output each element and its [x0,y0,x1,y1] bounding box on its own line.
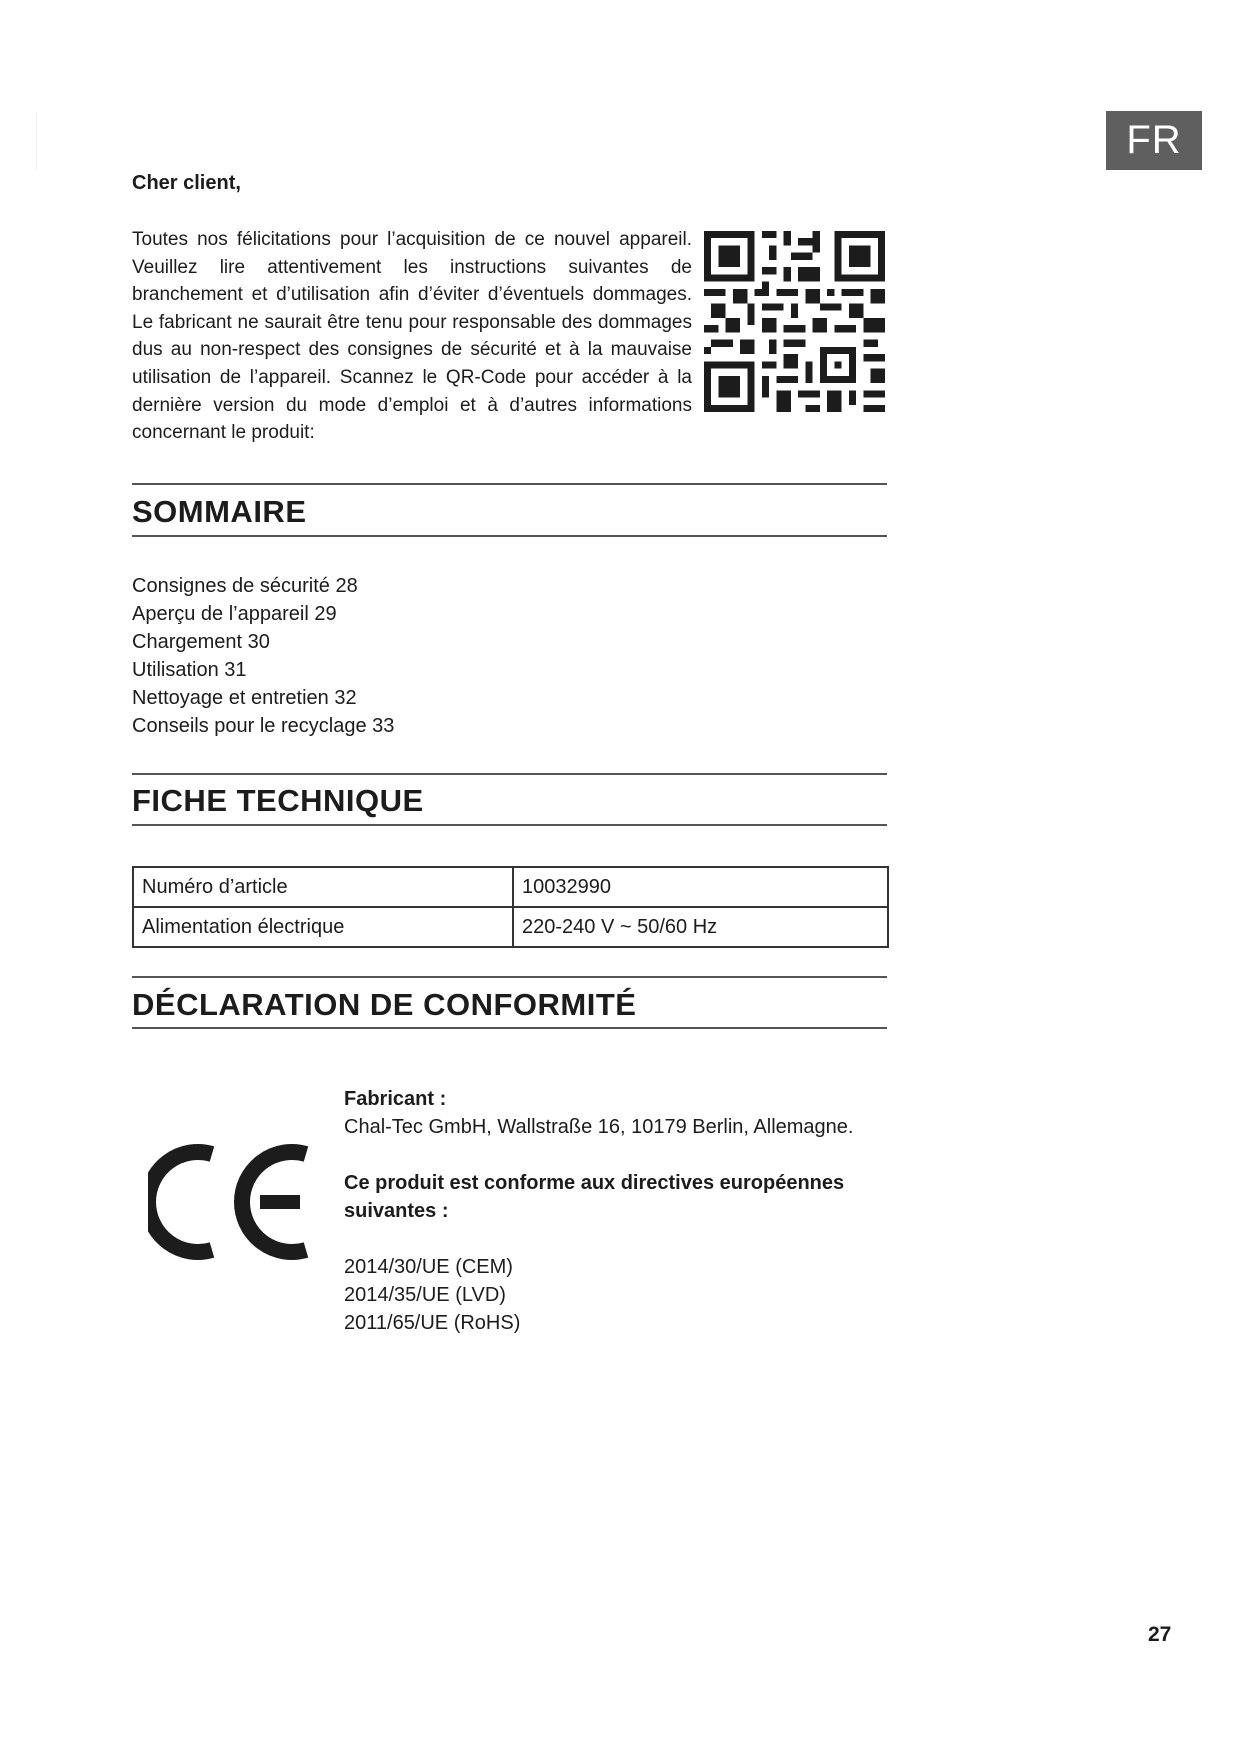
toc-item[interactable]: Utilisation 31 [132,659,247,681]
toc-item[interactable]: Conseils pour le recyclage 33 [132,715,395,737]
spec-table [132,866,889,948]
section-rule-top [132,773,887,775]
qr-code-icon[interactable] [704,229,885,414]
spec-value: 220-240 V ~ 50/60 Hz [513,907,888,947]
spec-label: Alimentation électrique [133,907,513,947]
section-rule-bottom [132,1027,887,1029]
greeting: Cher client, [132,172,241,194]
page-number: 27 [1148,1623,1172,1646]
section-rule-top [132,483,887,485]
conformity-statement: Ce produit est conforme aux directives européennes suivantes : [344,1172,845,1222]
table-of-contents [132,572,394,740]
spec-label: Numéro d’article [133,867,513,907]
toc-item[interactable]: Consignes de sécurité 28 [132,575,358,597]
section-rule-bottom [132,824,887,826]
directive-item: 2014/30/UE (CEM) [344,1256,513,1278]
section-rule-top [132,976,887,978]
intro-paragraph: Toutes nos félicitations pour l’acquisition de ce nouvel appareil. Veuillez lire attentivement les instructions suivantes de branchement et d’utilisation afin d’éviter d’éventuels dommages. Le fabricant ne saurait être tenu pour responsable des dommages dus au non-respect des consignes de sécurité et à la mauvaise utilisation de l’appareil. Scannez le QR-Code pour accéder à la dernière version du mode d’emploi et à d’autres informations concernant le produit: [132,229,692,444]
toc-item[interactable]: Nettoyage et entretien 32 [132,687,357,709]
directive-item: 2011/65/UE (RoHS) [344,1312,521,1334]
directive-item: 2014/35/UE (LVD) [344,1284,506,1306]
toc-item[interactable]: Aperçu de l’appareil 29 [132,603,337,625]
declaration-block [344,1085,904,1337]
sommaire-title: SOMMAIRE [132,494,307,529]
table-row [133,867,888,907]
spec-value: 10032990 [513,867,888,907]
toc-item[interactable]: Chargement 30 [132,631,270,653]
declaration-title: DÉCLARATION DE CONFORMITÉ [132,987,637,1022]
fiche-technique-title: FICHE TECHNIQUE [132,783,424,818]
ce-mark-icon [148,1140,314,1264]
table-row [133,907,888,947]
margin-mark [36,112,37,170]
manufacturer-label: Fabricant : [344,1088,447,1110]
section-rule-bottom [132,535,887,537]
manufacturer-address: Chal-Tec GmbH, Wallstraße 16, 10179 Berlin, Allemagne. [344,1116,854,1138]
language-tab: FR [1106,111,1202,170]
